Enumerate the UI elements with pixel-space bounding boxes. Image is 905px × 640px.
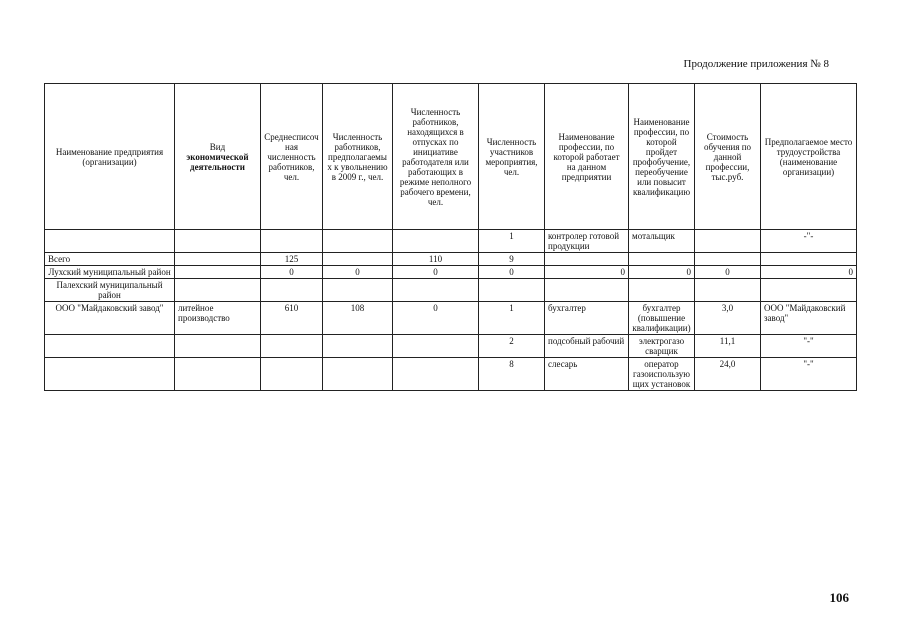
cell-current: контролер готовой продукции <box>545 230 629 253</box>
cell-dismiss <box>323 358 393 391</box>
cell-leave <box>393 358 479 391</box>
header-current-profession: Наименование профессии, по которой работает на данном предприятии <box>545 84 629 230</box>
cell-participants: 8 <box>479 358 545 391</box>
cell-training <box>629 253 695 266</box>
cell-employment <box>761 279 857 302</box>
header-activity <box>175 84 261 230</box>
cell-enterprise: Палехский муниципальный район <box>45 279 175 302</box>
employment-table <box>44 83 857 391</box>
cell-participants: 1 <box>479 302 545 335</box>
table-row <box>45 335 857 358</box>
table-row <box>45 279 857 302</box>
cell-leave: 0 <box>393 266 479 279</box>
cell-leave: 110 <box>393 253 479 266</box>
cell-avg: 610 <box>261 302 323 335</box>
cell-leave <box>393 279 479 302</box>
cell-cost <box>695 230 761 253</box>
cell-participants: 0 <box>479 266 545 279</box>
cell-employment: "-" <box>761 335 857 358</box>
header-training-profession: Наименование профессии, по которой пройдет профобучение, переобучение или повысит квалификацию <box>629 84 695 230</box>
cell-enterprise <box>45 335 175 358</box>
cell-participants: 2 <box>479 335 545 358</box>
cell-avg <box>261 230 323 253</box>
table-header-row <box>45 84 857 230</box>
cell-dismiss <box>323 279 393 302</box>
cell-activity <box>175 279 261 302</box>
cell-dismiss <box>323 230 393 253</box>
cell-activity <box>175 230 261 253</box>
cell-employment <box>761 253 857 266</box>
cell-training: электрогазо сварщик <box>629 335 695 358</box>
cell-current: подсобный рабочий <box>545 335 629 358</box>
cell-employment: "-" <box>761 358 857 391</box>
header-activity-line1: Вид <box>209 141 226 152</box>
cell-avg: 0 <box>261 266 323 279</box>
cell-participants: 9 <box>479 253 545 266</box>
cell-activity <box>175 358 261 391</box>
cell-enterprise: ООО "Майдаковский завод" <box>45 302 175 335</box>
cell-training: мотальщик <box>629 230 695 253</box>
appendix-continuation-note: Продолжение приложения № 8 <box>683 58 829 70</box>
cell-cost <box>695 279 761 302</box>
cell-participants <box>479 279 545 302</box>
cell-dismiss <box>323 253 393 266</box>
header-training-cost: Стоимость обучения по данной профессии, тыс.руб. <box>695 84 761 230</box>
header-enterprise: Наименование предприятия (организации) <box>45 84 175 230</box>
cell-enterprise <box>45 358 175 391</box>
cell-dismiss <box>323 335 393 358</box>
header-future-employment: Предполагаемое место трудоустройства (наименование организации) <box>761 84 857 230</box>
cell-leave: 0 <box>393 302 479 335</box>
cell-dismiss: 108 <box>323 302 393 335</box>
header-activity-line2: экономической <box>186 151 249 162</box>
cell-cost: 0 <box>695 266 761 279</box>
table-row <box>45 302 857 335</box>
cell-training <box>629 279 695 302</box>
cell-employment: ООО "Майдаковский завод" <box>761 302 857 335</box>
cell-leave <box>393 335 479 358</box>
page-number: 106 <box>829 590 849 605</box>
cell-training: 0 <box>629 266 695 279</box>
cell-cost: 11,1 <box>695 335 761 358</box>
table-row <box>45 253 857 266</box>
cell-current: 0 <box>545 266 629 279</box>
table-row <box>45 230 857 253</box>
table-row <box>45 358 857 391</box>
cell-training: оператор газоиспользующих установок <box>629 358 695 391</box>
cell-avg <box>261 335 323 358</box>
cell-cost: 24,0 <box>695 358 761 391</box>
cell-current: слесарь <box>545 358 629 391</box>
header-planned-dismissal: Численность работников, предполагаемых к увольнению в 2009 г., чел. <box>323 84 393 230</box>
header-avg-count: Среднесписочная численность работников, чел. <box>261 84 323 230</box>
cell-current <box>545 253 629 266</box>
cell-avg <box>261 358 323 391</box>
cell-cost <box>695 253 761 266</box>
cell-cost: 3,0 <box>695 302 761 335</box>
cell-employment: 0 <box>761 266 857 279</box>
table-row <box>45 266 857 279</box>
header-participants: Численность участников мероприятия, чел. <box>479 84 545 230</box>
cell-enterprise: Лухский муниципальный район <box>45 266 175 279</box>
header-activity-line3: деятельности <box>190 161 245 172</box>
cell-activity: литейное производство <box>175 302 261 335</box>
cell-dismiss: 0 <box>323 266 393 279</box>
cell-participants: 1 <box>479 230 545 253</box>
cell-activity <box>175 253 261 266</box>
cell-current: бухгалтер <box>545 302 629 335</box>
cell-avg <box>261 279 323 302</box>
header-leave-parttime: Численность работников, находящихся в отпусках по инициативе работодателя или работающих в режиме неполного рабочего времени, чел. <box>393 84 479 230</box>
cell-enterprise <box>45 230 175 253</box>
cell-activity <box>175 335 261 358</box>
cell-activity <box>175 266 261 279</box>
cell-avg: 125 <box>261 253 323 266</box>
cell-enterprise: Всего <box>45 253 175 266</box>
cell-leave <box>393 230 479 253</box>
cell-current <box>545 279 629 302</box>
cell-training: бухгалтер (повышение квалификации) <box>629 302 695 335</box>
cell-employment: -"- <box>761 230 857 253</box>
